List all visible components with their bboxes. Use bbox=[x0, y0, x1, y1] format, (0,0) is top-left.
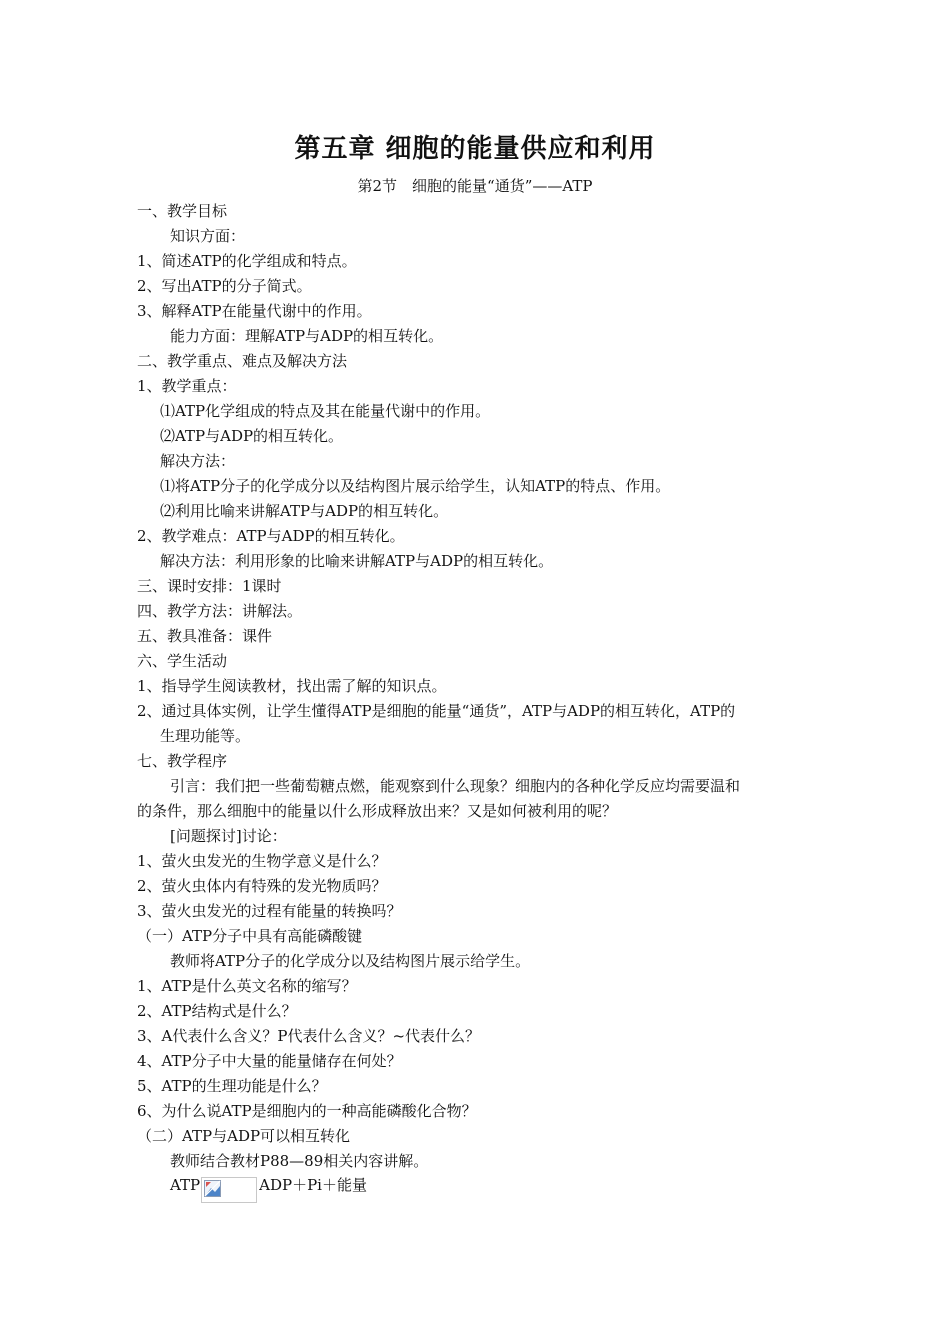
text-line: 2、萤火虫体内有特殊的发光物质吗？ bbox=[137, 877, 387, 895]
text-line: 2、ATP结构式是什么？ bbox=[137, 1002, 297, 1020]
text-line: （二）ATP与ADP可以相互转化 bbox=[137, 1127, 351, 1145]
section-subtitle: 第2节 细胞的能量“通货”——ATP bbox=[357, 177, 593, 195]
text-line: ⑵利用比喻来讲解ATP与ADP的相互转化。 bbox=[160, 502, 449, 520]
text-line: 六、学生活动 bbox=[137, 652, 228, 670]
text-line: 一、教学目标 bbox=[137, 202, 228, 220]
text-line: 1、教学重点： bbox=[137, 377, 237, 395]
text-line: 1、指导学生阅读教材，找出需了解的知识点。 bbox=[137, 677, 447, 695]
equation-left: ATP bbox=[170, 1176, 201, 1194]
text-line: 2、教学难点：ATP与ADP的相互转化。 bbox=[137, 527, 405, 545]
text-line: 教师将ATP分子的化学成分以及结构图片展示给学生。 bbox=[170, 952, 531, 970]
text-line: 教师结合教材P88—89相关内容讲解。 bbox=[170, 1152, 429, 1170]
text-line: 知识方面： bbox=[170, 227, 246, 245]
text-line: 三、课时安排：1课时 bbox=[137, 577, 282, 595]
text-line: 4、ATP分子中大量的能量储存在何处？ bbox=[137, 1052, 402, 1070]
text-line: 1、萤火虫发光的生物学意义是什么？ bbox=[137, 852, 387, 870]
text-line: 2、写出ATP的分子简式。 bbox=[137, 277, 312, 295]
chapter-title: 第五章 细胞的能量供应和利用 bbox=[294, 134, 656, 164]
text-line: （一）ATP分子中具有高能磷酸键 bbox=[137, 927, 363, 945]
text-line: 解决方法： bbox=[160, 452, 236, 470]
atp-adp-equation bbox=[170, 1173, 367, 1199]
broken-image-icon bbox=[204, 1180, 221, 1197]
text-line: 的条件，那么细胞中的能量以什么形成释放出来？又是如何被利用的呢？ bbox=[137, 802, 618, 820]
text-line: 生理功能等。 bbox=[160, 727, 251, 745]
text-line: 能力方面：理解ATP与ADP的相互转化。 bbox=[170, 327, 444, 345]
text-line: 3、A代表什么含义？P代表什么含义？~代表什么？ bbox=[137, 1027, 481, 1045]
text-line: 七、教学程序 bbox=[137, 752, 228, 770]
text-line: 3、萤火虫发光的过程有能量的转换吗？ bbox=[137, 902, 402, 920]
text-line: 2、通过具体实例，让学生懂得ATP是细胞的能量“通货”，ATP与ADP的相互转化，ATP的 bbox=[137, 702, 736, 720]
text-line: 1、简述ATP的化学组成和特点。 bbox=[137, 252, 357, 270]
equation-image-placeholder bbox=[201, 1177, 257, 1203]
text-line: [问题探讨]讨论： bbox=[170, 827, 287, 845]
text-line: ⑵ATP与ADP的相互转化。 bbox=[160, 427, 344, 445]
text-line: ⑴将ATP分子的化学成分以及结构图片展示给学生，认知ATP的特点、作用。 bbox=[160, 477, 671, 495]
text-line: 五、教具准备：课件 bbox=[137, 627, 273, 645]
text-line: 5、ATP的生理功能是什么？ bbox=[137, 1077, 327, 1095]
equation-right: ADP＋Pi＋能量 bbox=[259, 1176, 367, 1194]
text-line: 3、解释ATP在能量代谢中的作用。 bbox=[137, 302, 372, 320]
text-line: 四、教学方法：讲解法。 bbox=[137, 602, 303, 620]
text-line: 引言：我们把一些葡萄糖点燃，能观察到什么现象？细胞内的各种化学反应均需要温和 bbox=[170, 777, 741, 795]
text-line: 二、教学重点、难点及解决方法 bbox=[137, 352, 348, 370]
text-line: 解决方法：利用形象的比喻来讲解ATP与ADP的相互转化。 bbox=[160, 552, 554, 570]
text-line: ⑴ATP化学组成的特点及其在能量代谢中的作用。 bbox=[160, 402, 491, 420]
text-line: 1、ATP是什么英文名称的缩写？ bbox=[137, 977, 357, 995]
text-line: 6、为什么说ATP是细胞内的一种高能磷酸化合物？ bbox=[137, 1102, 477, 1120]
